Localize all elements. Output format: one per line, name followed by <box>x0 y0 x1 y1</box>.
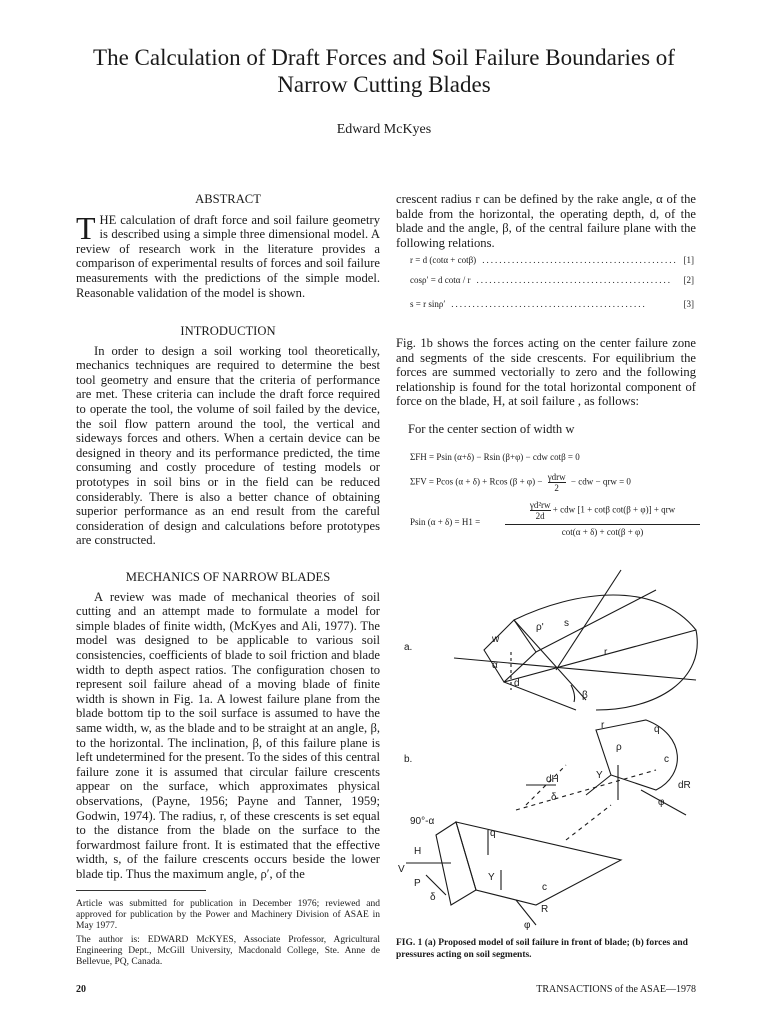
fig-a-surface-line <box>454 658 696 680</box>
fig-label-alpha: α <box>492 660 498 671</box>
equation-h1 <box>410 500 700 542</box>
fig-label-phi-b: φ <box>524 920 531 931</box>
equation-dots: .............................................. <box>451 299 647 309</box>
fig-label-rho: ρ <box>616 742 622 753</box>
fig-label-R: R <box>541 904 549 915</box>
right-intro-text: crescent radius r can be defined by the rake angle, α of the balde from the horizontal, the operating depth, d, of the blade and the angle, β, of the central failure plane with the following relations. <box>396 192 696 250</box>
equation-block <box>410 255 694 309</box>
equation-dots: .............................................. <box>482 255 678 265</box>
fig-label-dH: dH <box>546 774 559 785</box>
fig-label-a: a. <box>404 642 413 653</box>
right-forces-text: Fig. 1b shows the forces acting on the center failure zone and segments of the side crescents. For equilibrium the forces are summed vectorially to zero and the following relationship is found for the total horizontal component of force on the blade, H, at soil failure , as follows: <box>396 336 696 409</box>
page-number: 20 <box>76 984 86 995</box>
equation-fv-part-a: ΣFV = Pcos (α + δ) + Rcos (β + φ) − <box>410 476 543 487</box>
equation-h1-lhs: Psin (α + δ) = H1 = <box>410 517 481 527</box>
center-section-label: For the center section of width w <box>408 422 575 436</box>
equation-h1-num-rest: + cdw [1 + cotβ cot(β + φ)] + qrw <box>552 504 676 515</box>
equation-h1-numerator <box>505 500 700 521</box>
equation-1-number: [1] <box>683 255 694 265</box>
fig-label-c-b: c <box>542 882 547 893</box>
footnote-rule <box>76 890 206 891</box>
fig-label-r: r <box>604 647 608 658</box>
fig-a-failure-plane <box>504 630 696 682</box>
fig-label-Y-b: Y <box>488 872 495 883</box>
abstract-dropcap: T <box>76 209 96 246</box>
fig-label-w: w <box>492 634 500 645</box>
mechanics-text: A review was made of mechanical theories of soil cutting and an attempt made to formulate a model for simple blades of finite width, (McKyes and Ali, 1977). The model was designed to be applicable to various soil consistencies, coefficients of blade to soil friction and blade width to depth aspect ratios. The configuration chosen to represent soil failure ahead of a moving blade of finite width is shown in Fig. 1a. A lowest failure plane from the blade bottom tip to the soil surface is assumed to have the same width, w, as the blade and to be straight at an angle, β, to the horizontal. The inclination, β, of this failure plane is left undetermined for the present. To the sides of this central failure zone it is assumed that circular failure crescents appear on the surface, which approximates physical observations, (Payne, 1956; Payne and Tanner, 1959; Godwin, 1974). The radius, r, of these crescents is set equal to the distance from the blade on the surface to the forwardmost failure front. It is estimated that the effective width, s, of the failure crescents occurs beside the lower blade tip. Thus the maximum angle, ρ′, of the <box>76 589 380 881</box>
paper-title: The Calculation of Draft Forces and Soil Failure Boundaries of Narrow Cutting Blades <box>93 45 675 97</box>
abstract-section <box>76 192 380 300</box>
journal-footer: TRANSACTIONS of the ASAE—1978 <box>536 984 696 995</box>
figure-caption: FIG. 1 (a) Proposed model of soil failure in front of blade; (b) forces and pressures acting on soil segments. <box>396 938 688 960</box>
mechanics-section <box>76 570 380 881</box>
fig-b-dash-mid <box>566 805 611 840</box>
fig-label-c: c <box>664 754 669 765</box>
abstract-text: HE calculation of draft force and soil failure geometry is described using a simple three dimensional model. A review of research work in the literature provides a comparison of experimental results of forces and soil failure measurements with the predictions of the simple model. Reasonable validation of the model is shown. <box>76 212 380 300</box>
introduction-text: In order to design a soil working tool theoretically, mechanics techniques are required to determine the best tool geometry and ensure that the criteria of performance are met. These criteria can include the draft force required to operate the tool, the volume of soil failed by the device, the soil flow pattern around the tool, the vertical and sideways forces and others. When a certain device can be designed in theory and its performance predicted, the time consuming and costly procedure of testing models or prototypes in soil bins or in the field can be reduced considerably. There is also a better chance of obtaining superior performance as an end result from the careful consideration of design and calculations before prototypes are constructed. <box>76 343 380 548</box>
fig-label-beta: β <box>582 690 588 701</box>
introduction-heading: INTRODUCTION <box>180 324 276 338</box>
fig-label-s: s <box>564 618 569 629</box>
footnote-author: The author is: EDWARD McKYES, Associate Professor, Agricultural Engineering Dept., McGill University, Macdonald College, Ste. Anne de Bellevue, PQ, Canada. <box>76 935 380 968</box>
equation-dots: .............................................. <box>476 275 672 285</box>
equation-2-lhs: cosρ′ = d cotα / r <box>410 275 471 285</box>
fig-label-90-alpha: 90°-α <box>410 816 435 827</box>
equation-force-vertical <box>410 472 631 493</box>
fig-label-b: b. <box>404 754 413 765</box>
equation-h1-inner-fraction <box>530 500 551 521</box>
fig-label-q: q <box>654 724 660 735</box>
fig-label-dR: dR <box>678 780 691 791</box>
equation-h1-denominator: cot(α + δ) + cot(β + φ) <box>561 527 644 537</box>
equation-fv-numerator: γdrw <box>547 472 566 482</box>
fig-label-rho-prime: ρ' <box>536 622 544 633</box>
fig-b-dash-lower <box>516 770 656 810</box>
equation-3-number: [3] <box>683 299 694 309</box>
fig-label-r-b: r <box>601 720 605 731</box>
figure-1-diagram <box>396 560 706 932</box>
equation-fv-part-b: − cdw − qrw = 0 <box>570 476 631 487</box>
fig-a-blade <box>484 620 536 682</box>
equation-2 <box>410 275 694 285</box>
author-name: Edward McKyes <box>336 122 432 137</box>
fig-label-H: H <box>414 846 422 857</box>
fig-b-center-wedge <box>456 822 621 905</box>
fig-a-beta-arc <box>571 685 575 702</box>
fig-label-phi: φ <box>658 797 665 808</box>
fig-label-P: P <box>414 878 421 889</box>
equation-h1-inner-num: γd²rw <box>529 500 551 510</box>
fig-label-delta: δ <box>551 792 557 803</box>
equation-fv-denominator: 2 <box>554 483 559 493</box>
fig-a-radius-line <box>536 590 656 652</box>
footnote-submission: Article was submitted for publication in December 1976; reviewed and approved for publication by the Power and Machinery Division of ASAE in May 1977. <box>76 899 380 932</box>
equation-h1-inner-den: 2d <box>535 511 545 521</box>
fig-label-delta-b: δ <box>430 892 436 903</box>
fig-label-q-b: q <box>490 828 496 839</box>
equation-force-horizontal: ΣFH = Psin (α+δ) − Rsin (β+φ) − cdw cotβ = 0 <box>410 452 580 462</box>
introduction-section <box>76 324 380 548</box>
fig-b-P-arrow <box>426 875 446 895</box>
fig-label-Y: Y <box>596 770 603 781</box>
equation-1-lhs: r = d (cotα + cotβ) <box>410 255 477 265</box>
abstract-body <box>76 209 380 301</box>
fig-label-d: d <box>514 678 520 689</box>
equation-1 <box>410 255 694 265</box>
equation-fv-fraction <box>548 472 566 493</box>
equation-3-lhs: s = r sinρ′ <box>410 299 446 309</box>
equation-3 <box>410 299 694 309</box>
mechanics-heading: MECHANICS OF NARROW BLADES <box>125 570 331 584</box>
abstract-heading: ABSTRACT <box>195 192 261 206</box>
equation-h1-fraction-bar <box>505 524 700 525</box>
fig-label-V: V <box>398 864 405 875</box>
equation-2-number: [2] <box>683 275 694 285</box>
